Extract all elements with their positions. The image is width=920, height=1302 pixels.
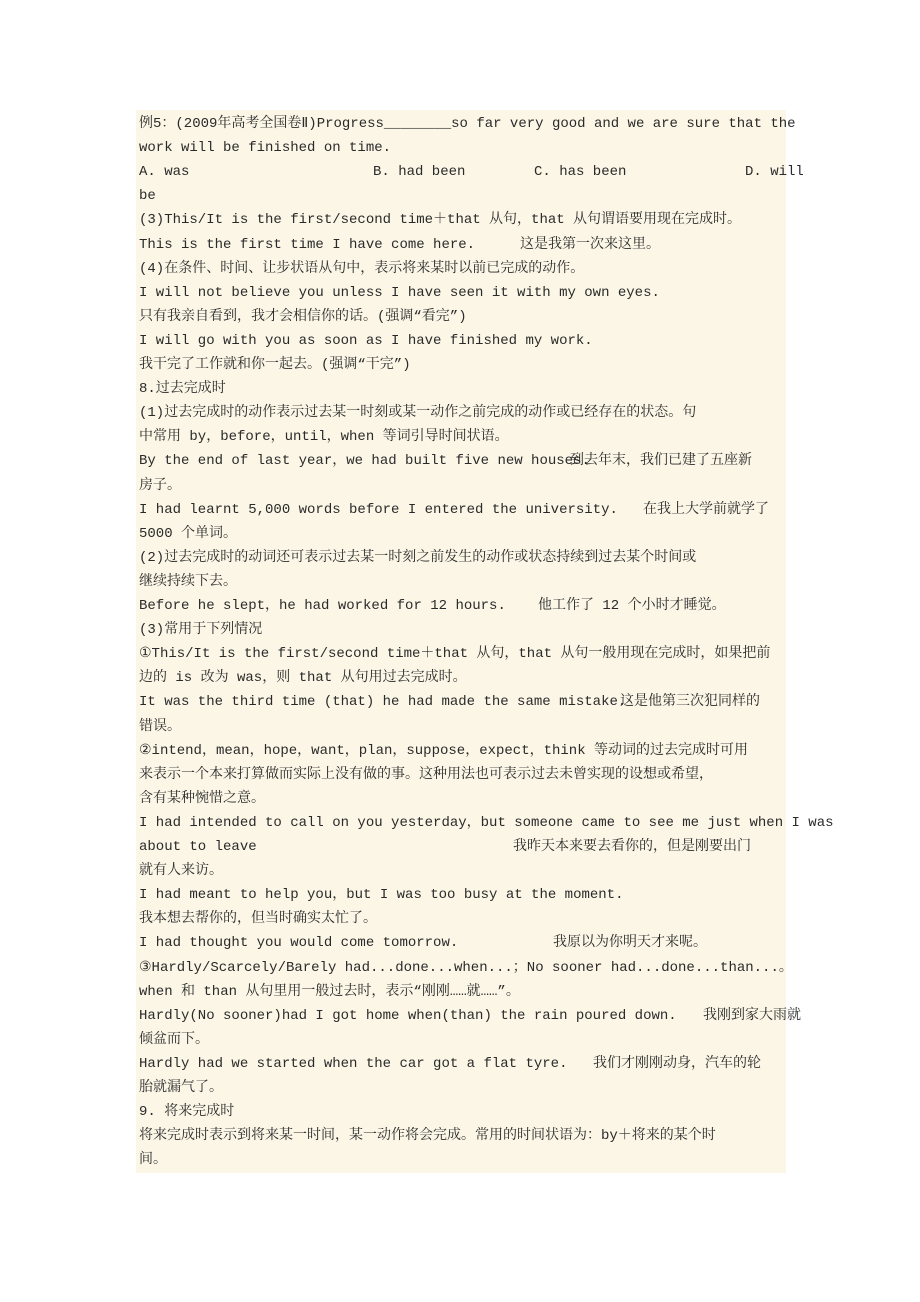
line-translation: 我昨天本来要去看你的，但是刚要出门	[513, 839, 751, 855]
line-text: 只有我亲自看到，我才会相信你的话。(强调“看完”)	[139, 308, 467, 325]
line-text: 就有人来访。	[139, 863, 223, 880]
line-text: 8.过去完成时	[139, 381, 226, 398]
answer-option: D. will	[745, 164, 804, 181]
line-text: 继续持续下去。	[139, 573, 237, 590]
line-text: 9. 将来完成时	[139, 1104, 235, 1121]
line-text: A. was	[139, 164, 190, 181]
line-text: 含有某种惋惜之意。	[139, 790, 265, 807]
line-text: It was the third time (that) he had made the same mistake.	[139, 694, 627, 711]
line-text: I will not believe you unless I have seen it with my own eyes.	[139, 284, 660, 301]
answer-option: B. had been	[373, 164, 466, 181]
line-translation: 在我上大学前就学了	[643, 501, 769, 518]
line-text: I had learnt 5,000 words before I entered the university.	[139, 501, 618, 518]
line-text: (1)过去完成时的动作表示过去某一时刻或某一动作之前完成的动作或已经存在的状态。句	[139, 405, 697, 422]
line-text: I had thought you would come tomorrow.	[139, 935, 459, 952]
line-text: when 和 than 从句里用一般过去时，表示“刚刚……就……”。	[139, 983, 520, 1000]
line-text: about to leave	[139, 839, 257, 855]
line-text: ③Hardly/Scarcely/Barely had...done...when...；No sooner had...done...than...。	[139, 959, 793, 976]
line-text: 来表示一个本来打算做而实际上没有做的事。这种用法也可表示过去未曾实现的设想或希望，	[139, 766, 713, 783]
line-text: ②intend，mean，hope，want，plan，suppose，expect，think 等动词的过去完成时可用	[139, 742, 749, 759]
line-text: (3)常用于下列情况	[139, 622, 263, 639]
line-text: 我干完了工作就和你一起去。(强调“干完”)	[139, 357, 411, 373]
line-text: I had meant to help you，but I was too busy at the moment.	[139, 887, 624, 904]
line-translation: 他工作了 12 个小时才睡觉。	[538, 598, 726, 614]
line-text: 例5：(2009年高考全国卷Ⅱ)Progress________so far very good and we are sure that the	[139, 116, 796, 132]
line-text: I had intended to call on you yesterday，but someone came to see me just when I was	[139, 814, 834, 831]
line-text: work will be finished on time.	[139, 140, 392, 157]
line-text: 错误。	[139, 718, 181, 735]
line-text: 5000 个单词。	[139, 525, 238, 542]
line-translation: 我们才刚刚动身，汽车的轮	[593, 1055, 761, 1072]
line-text: 胎就漏气了。	[139, 1080, 223, 1096]
line-text: be	[139, 188, 156, 205]
line-text: I will go with you as soon as I have finished my work.	[139, 332, 593, 349]
line-text: (2)过去完成时的动词还可表示过去某一时刻之前发生的动作或状态持续到过去某个时间或	[139, 549, 697, 566]
line-text: 倾盆而下。	[139, 1031, 209, 1048]
line-text: (4)在条件、时间、让步状语从句中，表示将来某时以前已完成的动作。	[139, 260, 585, 277]
line-text: Hardly(No sooner)had I got home when(than) the rain poured down.	[139, 1007, 677, 1024]
line-text: 将来完成时表示到将来某一时间，某一动作将会完成。常用的时间状语为：by＋将来的某个时	[139, 1128, 716, 1145]
line-text: 边的 is 改为 was，则 that 从句用过去完成时。	[139, 670, 467, 687]
line-text: 房子。	[139, 477, 181, 494]
line-text: This is the first time I have come here.	[139, 236, 476, 253]
line-translation: 到去年末，我们已建了五座新	[570, 453, 752, 470]
line-text: 中常用 by，before，until，when 等词引导时间状语。	[139, 429, 509, 446]
line-text: Before he slept，he had worked for 12 hours.	[139, 598, 506, 614]
line-translation: 这是他第三次犯同样的	[620, 694, 760, 711]
line-text: Hardly had we started when the car got a flat tyre.	[139, 1055, 568, 1072]
line-text: (3)This/It is the first/second time＋that 从句，that 从句谓语要用现在完成时。	[139, 212, 742, 229]
line-text: By the end of last year，we had built five new houses.	[139, 453, 590, 470]
line-translation: 我原以为你明天才来呢。	[553, 935, 707, 952]
line-translation: 这是我第一次来这里。	[520, 236, 660, 253]
line-text: 间。	[139, 1152, 167, 1169]
line-text: ①This/It is the first/second time＋that 从句，that 从句一般用现在完成时，如果把前	[139, 646, 771, 663]
line-translation: 我刚到家大雨就	[703, 1007, 801, 1024]
line-text: 我本想去帮你的，但当时确实太忙了。	[139, 911, 377, 928]
answer-option: C. has been	[534, 164, 627, 181]
